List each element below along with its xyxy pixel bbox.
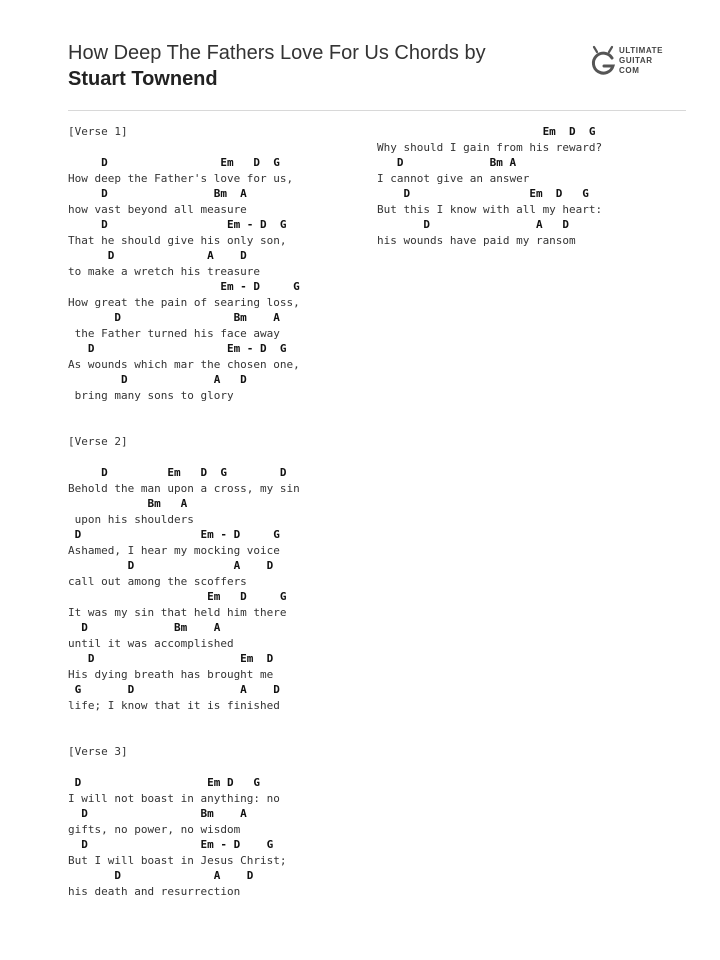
lyric-line: How deep the Father's love for us, xyxy=(68,171,294,185)
chord-line: D Em D G xyxy=(68,776,261,789)
section-label: [Verse 3] xyxy=(68,745,128,758)
lyric-line: call out among the scoffers xyxy=(68,574,247,588)
lyric-line: I will not boast in anything: no xyxy=(68,791,280,805)
chord-line: D Bm A xyxy=(68,621,221,634)
blank-line xyxy=(68,419,368,435)
lyric-line: how vast beyond all measure xyxy=(68,202,247,216)
lyric-line: It was my sin that held him there xyxy=(68,605,287,619)
blank-line xyxy=(68,403,368,419)
logo-line-3: COM xyxy=(619,66,640,75)
chord-line: Bm A xyxy=(68,497,188,510)
chord-line: D A D xyxy=(68,869,254,882)
chord-line: D A D xyxy=(377,218,570,231)
chord-line: Em D G xyxy=(377,125,596,138)
chord-line: D Em - D G xyxy=(68,838,274,851)
blank-line xyxy=(68,760,368,776)
lyric-line: his death and resurrection xyxy=(68,884,241,898)
guitar-g-logo-icon xyxy=(587,44,619,78)
logo-line-1: ULTIMATE xyxy=(619,46,664,55)
logo-line-2: GUITAR xyxy=(619,56,653,65)
blank-line xyxy=(68,140,368,156)
lyric-line: gifts, no power, no wisdom xyxy=(68,822,241,836)
chord-line: D Em - D G xyxy=(68,342,287,355)
chord-line: D Bm A xyxy=(68,807,247,820)
chord-sheet-right-column xyxy=(377,124,687,248)
lyric-line: How great the pain of searing loss, xyxy=(68,295,300,309)
lyric-line: bring many sons to glory xyxy=(68,388,234,402)
chord-line: D A D xyxy=(68,559,274,572)
lyric-line: But I will boast in Jesus Christ; xyxy=(68,853,287,867)
lyric-line: His dying breath has brought me xyxy=(68,667,274,681)
lyric-line: That he should give his only son, xyxy=(68,233,287,247)
chord-line: D Em D G xyxy=(68,156,280,169)
lyric-line: to make a wretch his treasure xyxy=(68,264,261,278)
chord-line: Em D G xyxy=(68,590,287,603)
logo-wordmark xyxy=(619,46,663,76)
lyric-line: his wounds have paid my ransom xyxy=(377,233,576,247)
lyric-line: Why should I gain from his reward? xyxy=(377,140,603,154)
artist-name: Stuart Townend xyxy=(68,68,218,90)
chord-line: D Bm A xyxy=(68,311,280,324)
section-label: [Verse 2] xyxy=(68,435,128,448)
blank-line xyxy=(68,729,368,745)
lyric-line: But this I know with all my heart: xyxy=(377,202,603,216)
song-title: How Deep The Fathers Love For Us Chords by xyxy=(68,42,486,64)
lyric-line: Behold the man upon a cross, my sin xyxy=(68,481,300,495)
section-label: [Verse 1] xyxy=(68,125,128,138)
lyric-line: Ashamed, I hear my mocking voice xyxy=(68,543,280,557)
chord-line: D Bm A xyxy=(377,156,517,169)
chord-line: D Em D G D xyxy=(68,466,287,479)
lyric-line: As wounds which mar the chosen one, xyxy=(68,357,300,371)
lyric-line: upon his shoulders xyxy=(68,512,194,526)
chord-line: D Em D xyxy=(68,652,274,665)
chord-line: D Bm A xyxy=(68,187,247,200)
chord-line: G D A D xyxy=(68,683,280,696)
lyric-line: the Father turned his face away xyxy=(68,326,280,340)
chord-line: D Em - D G xyxy=(68,528,280,541)
chord-line: D A D xyxy=(68,249,247,262)
lyric-line: life; I know that it is finished xyxy=(68,698,280,712)
chord-line: D A D xyxy=(68,373,247,386)
blank-line xyxy=(68,713,368,729)
header-divider xyxy=(68,110,686,111)
chord-sheet-left-column xyxy=(68,124,368,899)
lyric-line: until it was accomplished xyxy=(68,636,234,650)
lyric-line: I cannot give an answer xyxy=(377,171,530,185)
ultimate-guitar-logo xyxy=(587,44,687,78)
chord-line: D Em - D G xyxy=(68,218,287,231)
chord-line: D Em D G xyxy=(377,187,589,200)
chord-line: Em - D G xyxy=(68,280,300,293)
blank-line xyxy=(68,450,368,466)
